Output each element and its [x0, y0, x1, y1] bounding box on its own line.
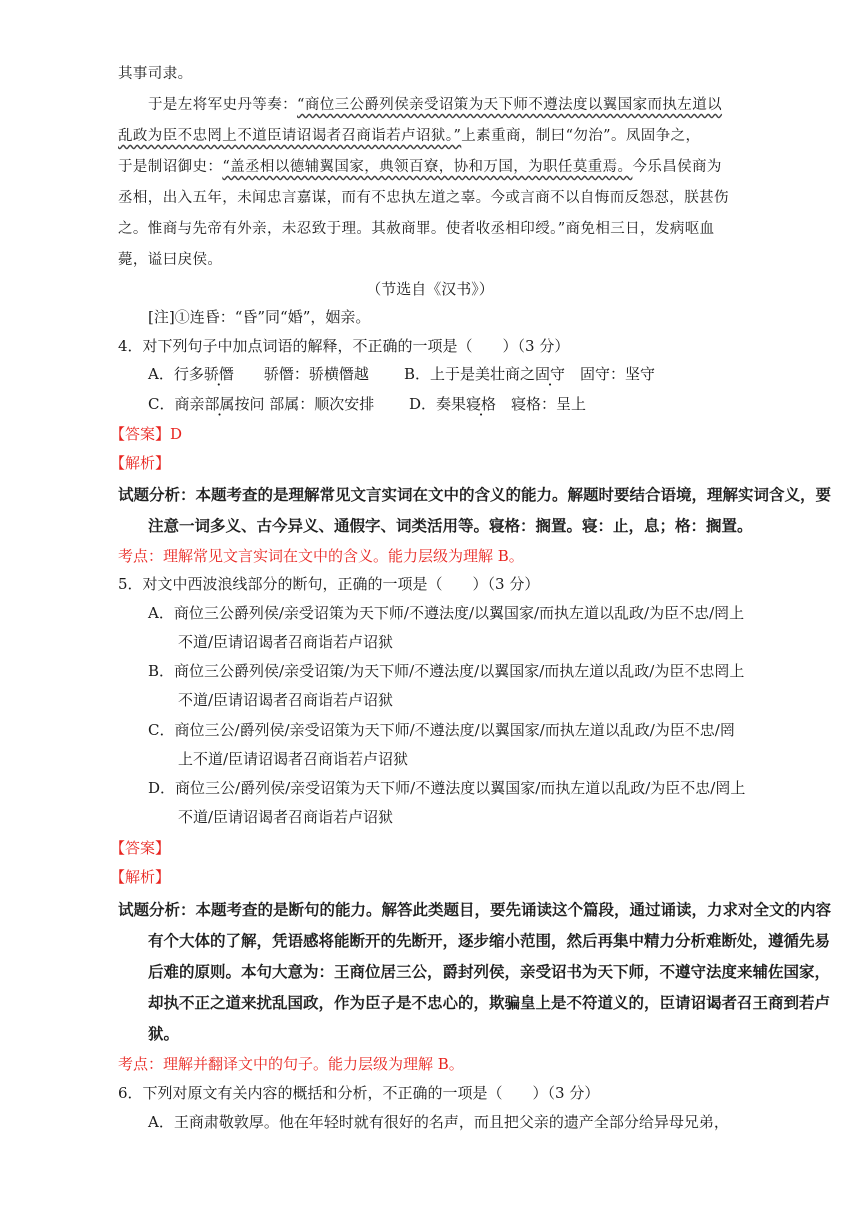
passage-line-2: 于是左将军史丹等奏：“商位三公爵列侯亲受诏策为天下师不遵法度以翼国家而执左道以 [148, 97, 723, 113]
q4-option-b: B．上于是美壮商之固守 固守：坚守 [404, 365, 656, 383]
q5-analysis-line-2: 有个大体的了解，凭语感将能断开的先断开，逐步缩小范围，然后再集中精力分析难断处，遵循先易 [148, 932, 831, 950]
q5-kaodian: 考点：理解并翻译文中的句子。能力层级为理解 B。 [118, 1055, 464, 1073]
q5-analysis-line-1: 试题分析：本题考查的是断句的能力。解答此类题目，要先诵读这个篇段，通过诵读，力求对全文的内容 [118, 901, 832, 919]
q4-analysis-line-1: 试题分析：本题考查的是理解常见文言实词在文中的含义的能力。解题时要结合语境，理解实词含义，要 [118, 486, 832, 504]
q5-option-b-line-2: 不道/臣请诏谒者召商诣若卢诏狱 [178, 691, 394, 709]
passage-line-4: 于是制诏御史：“盖丞相以德辅翼国家，典领百寮，协和万国，为职任莫重焉。今乐昌侯商为 [118, 159, 722, 175]
q5-analysis-label: 【解析】 [110, 868, 171, 886]
passage-note: [注]①连昏：“昏”同“婚”，姻亲。 [148, 308, 371, 326]
q4-option-d: D．奏果寝格 寝格：呈上 [409, 395, 587, 413]
wavy-sentence-part-2: 乱政为臣不忠罔上不道臣请诏谒者召商诣若卢诏狱。” [118, 128, 462, 144]
q6-stem: 6．下列对原文有关内容的概括和分析，不正确的一项是（ ）（3 分） [118, 1084, 600, 1102]
q6-option-a-line-1: A．王商肃敬敦厚。他在年轻时就有很好的名声，而且把父亲的遗产全部分给异母兄弟， [148, 1113, 729, 1131]
q5-option-c-line-1: C．商位三公/爵列侯/亲受诏策为天下师/不遵法度/以翼国家/而执左道以乱政/为臣不忠/罔 [148, 721, 735, 739]
q4-answer-value: D [170, 425, 183, 443]
passage-source: （节选自《汉书》） [366, 280, 494, 298]
q5-option-a-line-2: 不道/臣请诏谒者召商诣若卢诏狱 [178, 633, 394, 651]
q5-analysis-line-4: 却执不正之道来扰乱国政，作为臣子是不忠心的，欺骗皇上是不符道义的，臣请诏谒者召王商到若卢 [148, 994, 831, 1012]
wavy-sentence-part-1: “商位三公爵列侯亲受诏策为天下师不遵法度以翼国家而执左道以 [297, 97, 723, 113]
q5-option-d-line-1: D．商位三公/爵列侯/亲受诏策为天下师/不遵法度以翼国家/而执左道以乱政/为臣不忠/罔上 [148, 779, 746, 797]
wavy-sentence-part-3: “盖丞相以德辅翼国家，典领百寮，协和万国，为职任莫重焉。 [222, 159, 633, 175]
passage-line-3: 乱政为臣不忠罔上不道臣请诏谒者召商诣若卢诏狱。”上素重商，制曰“勿治”。凤固争之， [118, 128, 701, 144]
q5-analysis-line-5: 狱。 [148, 1025, 180, 1043]
q4-analysis-label: 【解析】 [110, 454, 171, 472]
passage-line-7: 薨，谥曰戾侯。 [118, 252, 223, 268]
q4-kaodian: 考点：理解常见文言实词在文中的含义。能力层级为理解 B。 [118, 547, 524, 565]
q5-option-a-line-1: A．商位三公爵列侯/亲受诏策为天下师/不遵法度/以翼国家/而执左道以乱政/为臣不忠/罔上 [148, 604, 745, 622]
q4-option-c: C．商亲部属按问 部属：顺次安排 [148, 395, 375, 413]
q5-answer-label: 【答案】 [110, 839, 171, 857]
q5-analysis-line-3: 后难的原则。本句大意为：王商位居三公，爵封列侯，亲受诏书为天下师，不遵守法度来辅佐国家， [148, 963, 831, 981]
q5-stem: 5．对文中西波浪线部分的断句，正确的一项是（ ）（3 分） [118, 575, 540, 593]
passage-line-5: 丞相，出入五年，未闻忠言嘉谋，而有不忠执左道之辜。今或言商不以自悔而反怨怼，朕甚伤 [118, 190, 729, 206]
q4-answer: 【答案】D [110, 425, 183, 443]
q5-option-d-line-2: 不道/臣请诏谒者召商诣若卢诏狱 [178, 808, 394, 826]
q4-option-a: A．行多骄僭 骄僭：骄横僭越 [148, 365, 369, 383]
passage-line-6: 之。惟商与先帝有外亲，未忍致于理。其赦商罪。使者收丞相印绶。”商免相三日，发病呕血 [118, 221, 715, 237]
q5-option-b-line-1: B．商位三公爵列侯/亲受诏策/为天下师/不遵法度/以翼国家/而执左道以乱政/为臣不忠罔上 [148, 662, 745, 680]
q4-analysis-line-2: 注意一词多义、古今异义、通假字、词类活用等。寝格：搁置。寝：止，息；格：搁置。 [148, 517, 753, 535]
q5-option-c-line-2: 上不道/臣请诏谒者召商诣若卢诏狱 [178, 750, 409, 768]
q4-stem: 4．对下列句子中加点词语的解释，不正确的一项是（ ）（3 分） [118, 337, 570, 355]
passage-line-1: 其事司隶。 [118, 66, 193, 82]
